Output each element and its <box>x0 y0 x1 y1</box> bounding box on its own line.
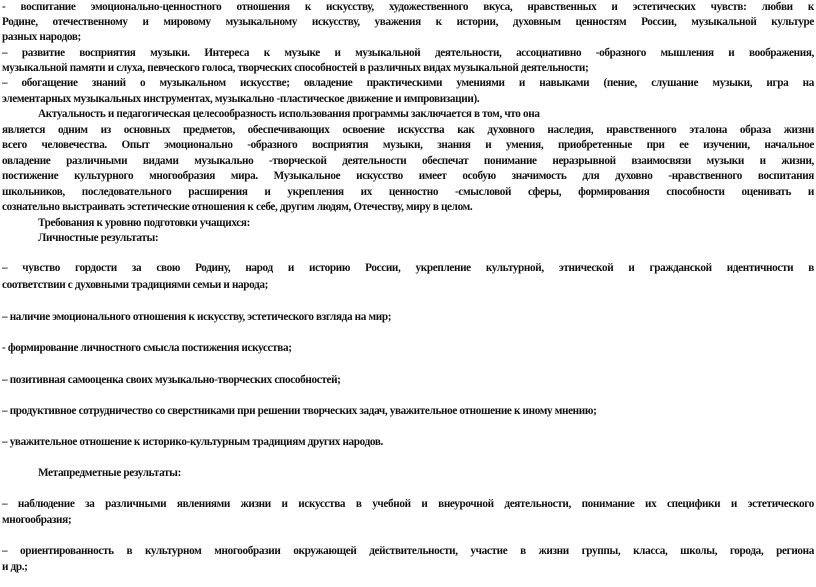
text-line: – развитие восприятия музыки. Интереса к музыке и музыкальной деятельности, ассоциативно -образного мышления и воображения, <box>2 47 814 59</box>
text-line: многообразия; <box>2 514 72 526</box>
text-line: соответствии с духовными традициями семьи и народа; <box>2 279 269 291</box>
list-item: – позитивная самооценка своих музыкально-творческих способностей; <box>2 374 341 386</box>
section-heading: Требования к уровню подготовки учащихся: <box>38 217 250 229</box>
text-line: - воспитание эмоционально-ценностного отношения к искусству, художественного вкуса, нравственных и эстетических чувств: любви к <box>2 1 814 13</box>
text-line: постижение культурного многообразия мира. Музыкальное искусство имеет особую значимость для духовно -нравственного воспитания <box>2 170 814 182</box>
text-line: Родине, отечественному и мировому музыкальному искусству, уважения к истории, духовным ценностям России, музыкальной культуре <box>2 16 814 28</box>
subsection-heading: Личностные результаты: <box>38 232 159 244</box>
text-line: овладение различными видами музыкально -творческой деятельности обеспечат понимание неразрывной взаимосвязи музыки и жизни, <box>2 155 814 167</box>
text-line: разных народов; <box>2 31 81 43</box>
subsection-heading: Метапредметные результаты: <box>38 467 181 479</box>
text-line: элементарных музыкальных инструментах, музыкально -пластическое движение и импровизации). <box>2 93 480 105</box>
text-line: и др.; <box>2 561 28 573</box>
list-item: – наличие эмоционального отношения к искусству, эстетического взгляда на мир; <box>2 311 392 323</box>
list-item: – наблюдение за различными явлениями жизни и искусства в учебной и внеурочной деятельности, понимание их специфики и эстетического <box>2 498 814 510</box>
text-line: музыкальной памяти и слуха, певческого голоса, творческих способностей в различных видах музыкальной деятельности; <box>2 62 589 74</box>
text-line: является одним из основных предметов, обеспечивающих освоение искусства как духовного наследия, нравственного эталона образа жизни <box>2 124 814 136</box>
text-line: – обогащение знаний о музыкальном искусстве; овладение практическими умениями и навыками (пение, слушание музыки, игра на <box>2 77 814 89</box>
text-line: всего человечества. Опыт эмоционально -образного восприятия музыки, знания и умения, приобретенные при ее изучении, начальное <box>2 139 814 151</box>
text-line: сознательно выстраивать эстетические отношения к себе, другим людям, Отечеству, миру в целом. <box>2 201 473 213</box>
section-heading: Актуальность и педагогическая целесообразность использования программы заключается в том, что она <box>38 108 540 120</box>
list-item: - формирование личностного смысла постижения искусства; <box>2 342 292 354</box>
text-line: школьников, последовательного расширения и укрепления их ценностно -смысловой сферы, формирования способности оценивать и <box>2 186 814 198</box>
list-item: – уважительное отношение к историко-культурным традициям других народов. <box>2 436 383 448</box>
list-item: – продуктивное сотрудничество со сверстниками при решении творческих задач, уважительное отношение к иному мнению; <box>2 405 597 417</box>
list-item: – ориентированность в культурном многообразии окружающей действительности, участие в жизни группы, класса, школы, города, региона <box>2 545 814 557</box>
list-item: – чувство гордости за свою Родину, народ и историю России, укрепление культурной, этнической и гражданской идентичности в <box>2 262 814 274</box>
